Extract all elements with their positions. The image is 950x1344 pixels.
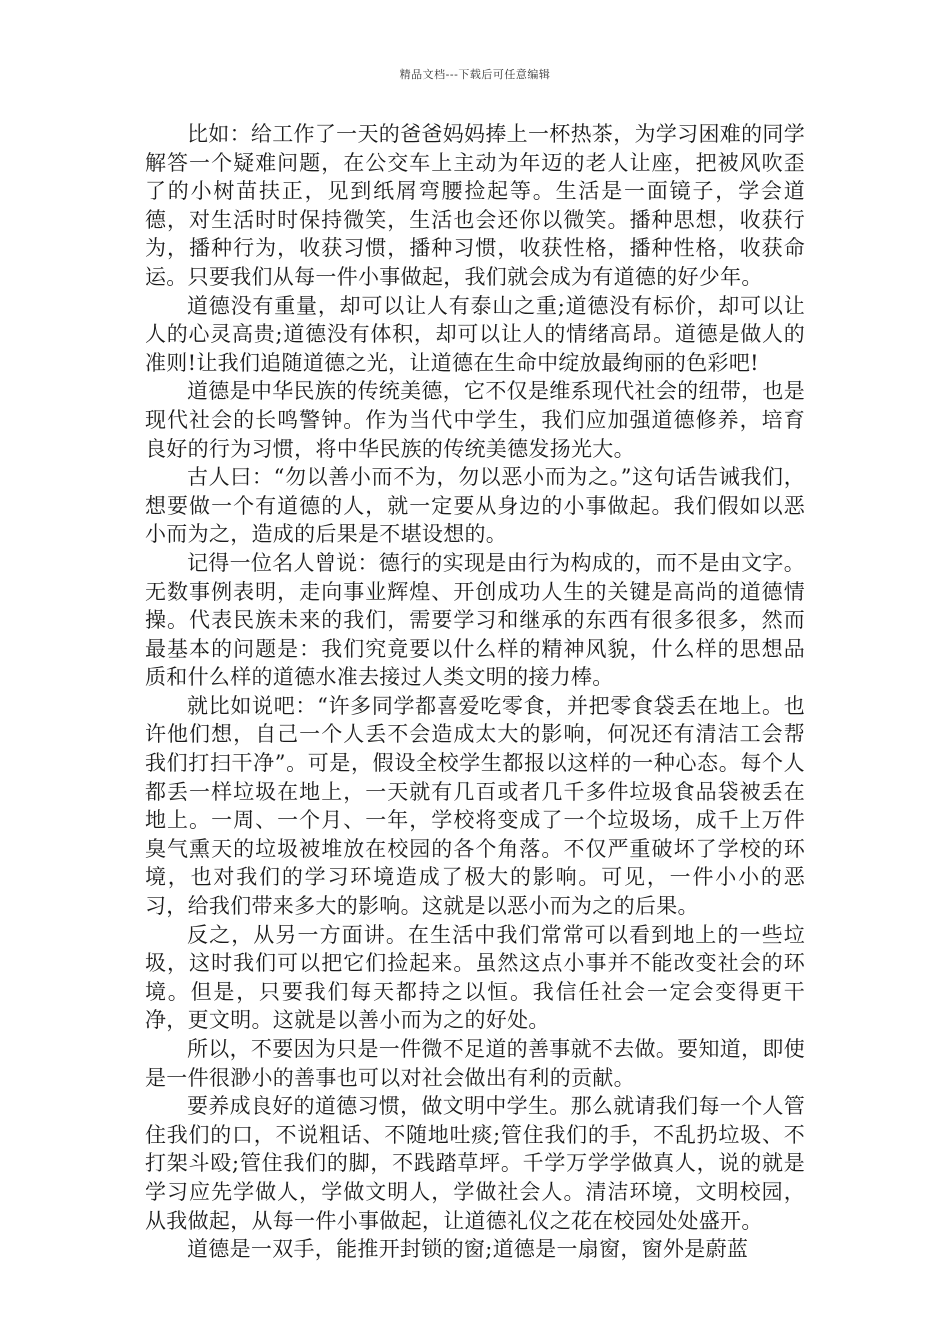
paragraph: 就比如说吧：“许多同学都喜爱吃零食，并把零食袋丢在地上。也许他们想，自己一个人丢不会造成太大的影响，何况还有清洁工会帮我们打扫干净”。可是，假设全校学生都报以这样的一种心态。每个人都丢一样垃圾在地上，一天就有几百或者几千多件垃圾食品袋被丢在地上。一周、一个月、一年，学校将变成了一个垃圾场，成千上万件臭气熏天的垃圾被堆放在校园的各个角落。不仅严重破坏了学校的环境，也对我们的学习环境造成了极大的影响。可见，一件小小的恶习，给我们带来多大的影响。这就是以恶小而为之的后果。	[145, 693, 805, 919]
document-body	[145, 120, 805, 1264]
paragraph: 所以，不要因为只是一件微不足道的善事就不去做。要知道，即使是一件很渺小的善事也可以对社会做出有利的贡献。	[145, 1037, 805, 1090]
paragraph: 道德没有重量，却可以让人有泰山之重;道德没有标价，却可以让人的心灵高贵;道德没有体积，却可以让人的情绪高昂。道德是做人的准则!让我们追随道德之光，让道德在生命中绽放最绚丽的色彩吧!	[145, 293, 805, 375]
page-header: 精品文档---下载后可任意编辑	[399, 68, 551, 81]
paragraph: 道德是中华民族的传统美德，它不仅是维系现代社会的纽带，也是现代社会的长鸣警钟。作为当代中学生，我们应加强道德修养，培育良好的行为习惯，将中华民族的传统美德发扬光大。	[145, 379, 805, 461]
paragraph: 记得一位名人曾说：德行的实现是由行为构成的，而不是由文字。无数事例表明，走向事业辉煌、开创成功人生的关键是高尚的道德情操。代表民族未来的我们，需要学习和继承的东西有很多很多，然而最基本的问题是：我们究竟要以什么样的精神风貌，什么样的思想品质和什么样的道德水准去接过人类文明的接力棒。	[145, 550, 805, 690]
paragraph: 道德是一双手，能推开封锁的窗;道德是一扇窗，窗外是蔚蓝	[187, 1237, 749, 1262]
paragraph: 反之，从另一方面讲。在生活中我们常常可以看到地上的一些垃圾，这时我们可以把它们捡起来。虽然这点小事并不能改变社会的环境。但是，只要我们每天都持之以恒。我信任社会一定会变得更干净，更文明。这就是以善小而为之的好处。	[145, 922, 805, 1033]
paragraph: 比如：给工作了一天的爸爸妈妈捧上一杯热茶，为学习困难的同学解答一个疑难问题，在公交车上主动为年迈的老人让座，把被风吹歪了的小树苗扶正，见到纸屑弯腰捡起等。生活是一面镜子，学会道德，对生活时时保持微笑，生活也会还你以微笑。播种思想，收获行为，播种行为，收获习惯，播种习惯，收获性格，播种性格，收获命运。只要我们从每一件小事做起，我们就会成为有道德的好少年。	[145, 122, 805, 289]
paragraph: 要养成良好的道德习惯，做文明中学生。那么就请我们每一个人管住我们的口，不说粗话、不随地吐痰;管住我们的手，不乱扔垃圾、不打架斗殴;管住我们的脚，不践踏草坪。千学万学学做真人，说的就是学习应先学做人，学做文明人，学做社会人。清洁环境，文明校园，从我做起，从每一件小事做起，让道德礼仪之花在校园处处盛开。	[145, 1094, 805, 1233]
paragraph: 古人曰：“勿以善小而不为，勿以恶小而为之。”这句话告诫我们，想要做一个有道德的人，就一定要从身边的小事做起。我们假如以恶小而为之，造成的后果是不堪设想的。	[145, 465, 805, 547]
